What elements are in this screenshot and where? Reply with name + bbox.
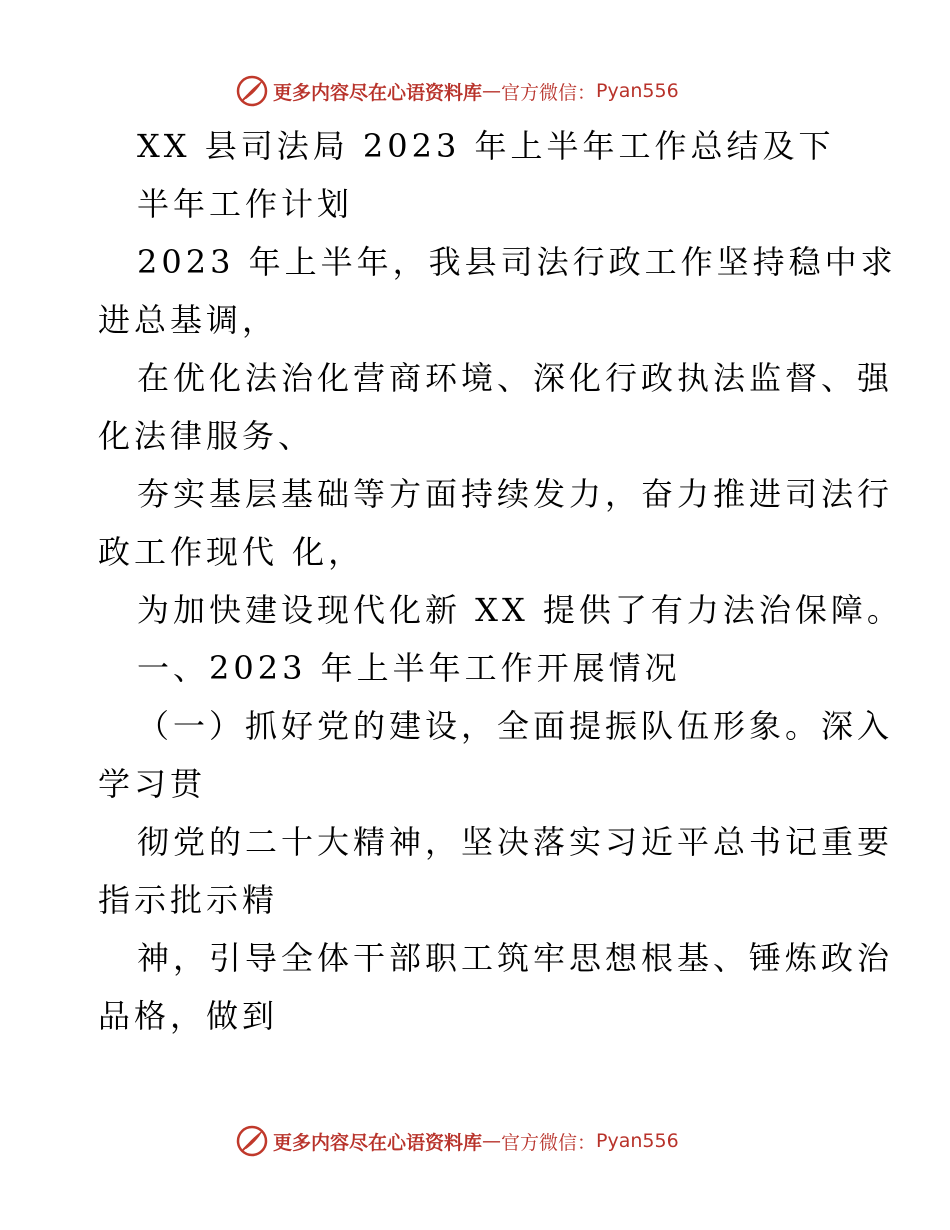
subsection-line: （一）抓好党的建设，全面提振队伍形象。深入 [137,707,894,745]
watermark-contact: 官方微信： [501,81,597,104]
paragraph-line: 学习贯 [98,765,207,803]
paragraph-line: 指示批示精 [98,881,279,919]
paragraph-line: 进总基调， [98,301,279,339]
section-heading: 一、2023 年上半年工作开展情况 [137,649,681,687]
paragraph-line: 政工作现代 化， [98,533,365,571]
footer-watermark [235,1121,735,1161]
quill-logo-icon [235,1124,269,1158]
watermark-contact: 官方微信： [501,1131,597,1154]
title-line-1: XX 县司法局 2023 年上半年工作总结及下 [137,127,835,165]
paragraph-line: 在优化法治化营商环境、深化行政执法监督、强 [137,359,894,397]
watermark-brand: 更多内容尽在心语资料库 [273,1131,483,1154]
paragraph-line: 神，引导全体干部职工筑牢思想根基、锤炼政治 [137,939,894,977]
header-watermark [235,71,735,111]
watermark-account: Pyan556 [596,80,679,102]
paragraph-line: 化法律服务、 [98,417,315,455]
watermark-separator: — [482,80,502,102]
watermark-account: Pyan556 [596,1130,679,1152]
paragraph-line: 夯实基层基础等方面持续发力，奋力推进司法行 [137,475,894,513]
paragraph-line: 2023 年上半年，我县司法行政工作坚持稳中求 [137,243,897,281]
quill-logo-icon [235,74,269,108]
paragraph-line: 为加快建设现代化新 XX 提供了有力法治保障。 [137,591,903,629]
watermark-brand: 更多内容尽在心语资料库 [273,81,483,104]
watermark-separator: — [482,1130,502,1152]
paragraph-line: 品格，做到 [98,997,279,1035]
paragraph-line: 彻党的二十大精神，坚决落实习近平总书记重要 [137,823,894,861]
title-line-2: 半年工作计划 [137,185,354,223]
